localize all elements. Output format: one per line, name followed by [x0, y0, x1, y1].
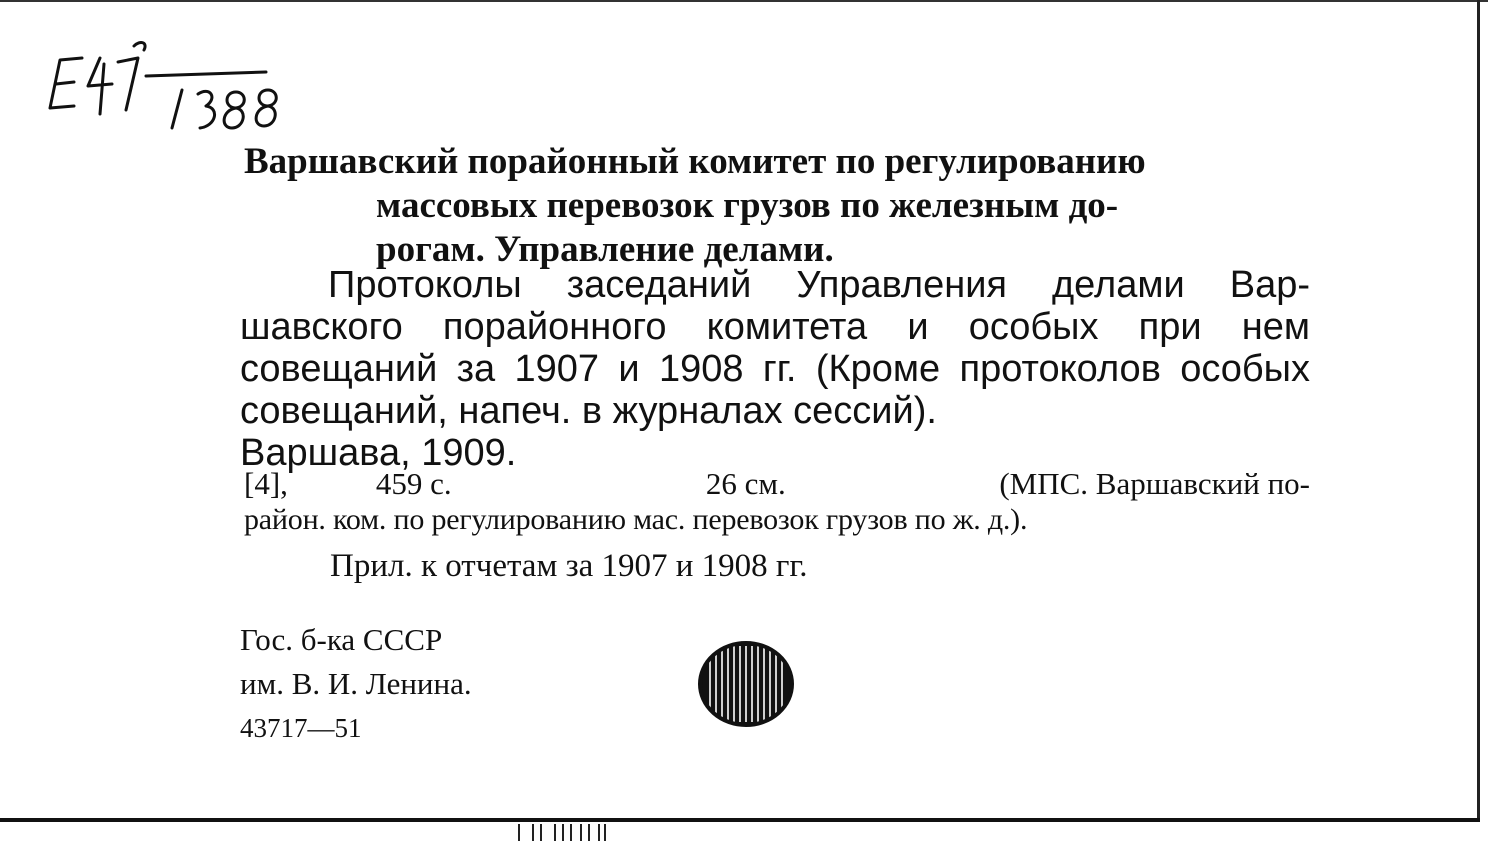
footer-tick-marks	[515, 824, 610, 841]
series-end: район. ком. по регулированию мас. перевозок грузов по ж. д.).	[244, 503, 1028, 536]
prelim-pages: [4],	[244, 466, 288, 501]
imprint: Варшава, 1909.	[240, 432, 517, 474]
collation-row	[244, 466, 1310, 502]
title-description	[240, 264, 1310, 474]
corporate-heading	[244, 140, 1314, 272]
heading-line-2: массовых перевозок грузов по железным до-	[376, 185, 1119, 226]
stamp-number: 43717—51	[240, 713, 362, 743]
shelfmark-handwritten	[40, 28, 300, 138]
page-count: 459 с.	[375, 466, 452, 501]
series-start: (МПС. Варшавский по-	[999, 466, 1310, 501]
title-continuation: шавского порайонного комитета и особых при нем совещаний за 1907 и 1908 гг. (Кроме протоколов особых совещаний, напеч. в журналах сессий).	[240, 306, 1310, 432]
heading-line-1: Варшавский порайонный комитет по регулированию	[244, 141, 1146, 182]
library-stamp	[240, 618, 472, 750]
collation	[244, 466, 1310, 538]
title-line-1: Протоколы заседаний Управления делами Вар-	[328, 264, 1310, 306]
note: Прил. к отчетам за 1907 и 1908 гг.	[330, 548, 808, 584]
heading-line-3: рогам. Управление делами.	[376, 229, 834, 270]
stamp-line-2: им. В. И. Ленина.	[240, 666, 472, 701]
stamp-line-1: Гос. б-ка СССР	[240, 622, 443, 657]
size: 26 см.	[705, 466, 786, 501]
library-seal-icon	[696, 640, 796, 728]
bottom-edge-rule	[0, 818, 1480, 822]
